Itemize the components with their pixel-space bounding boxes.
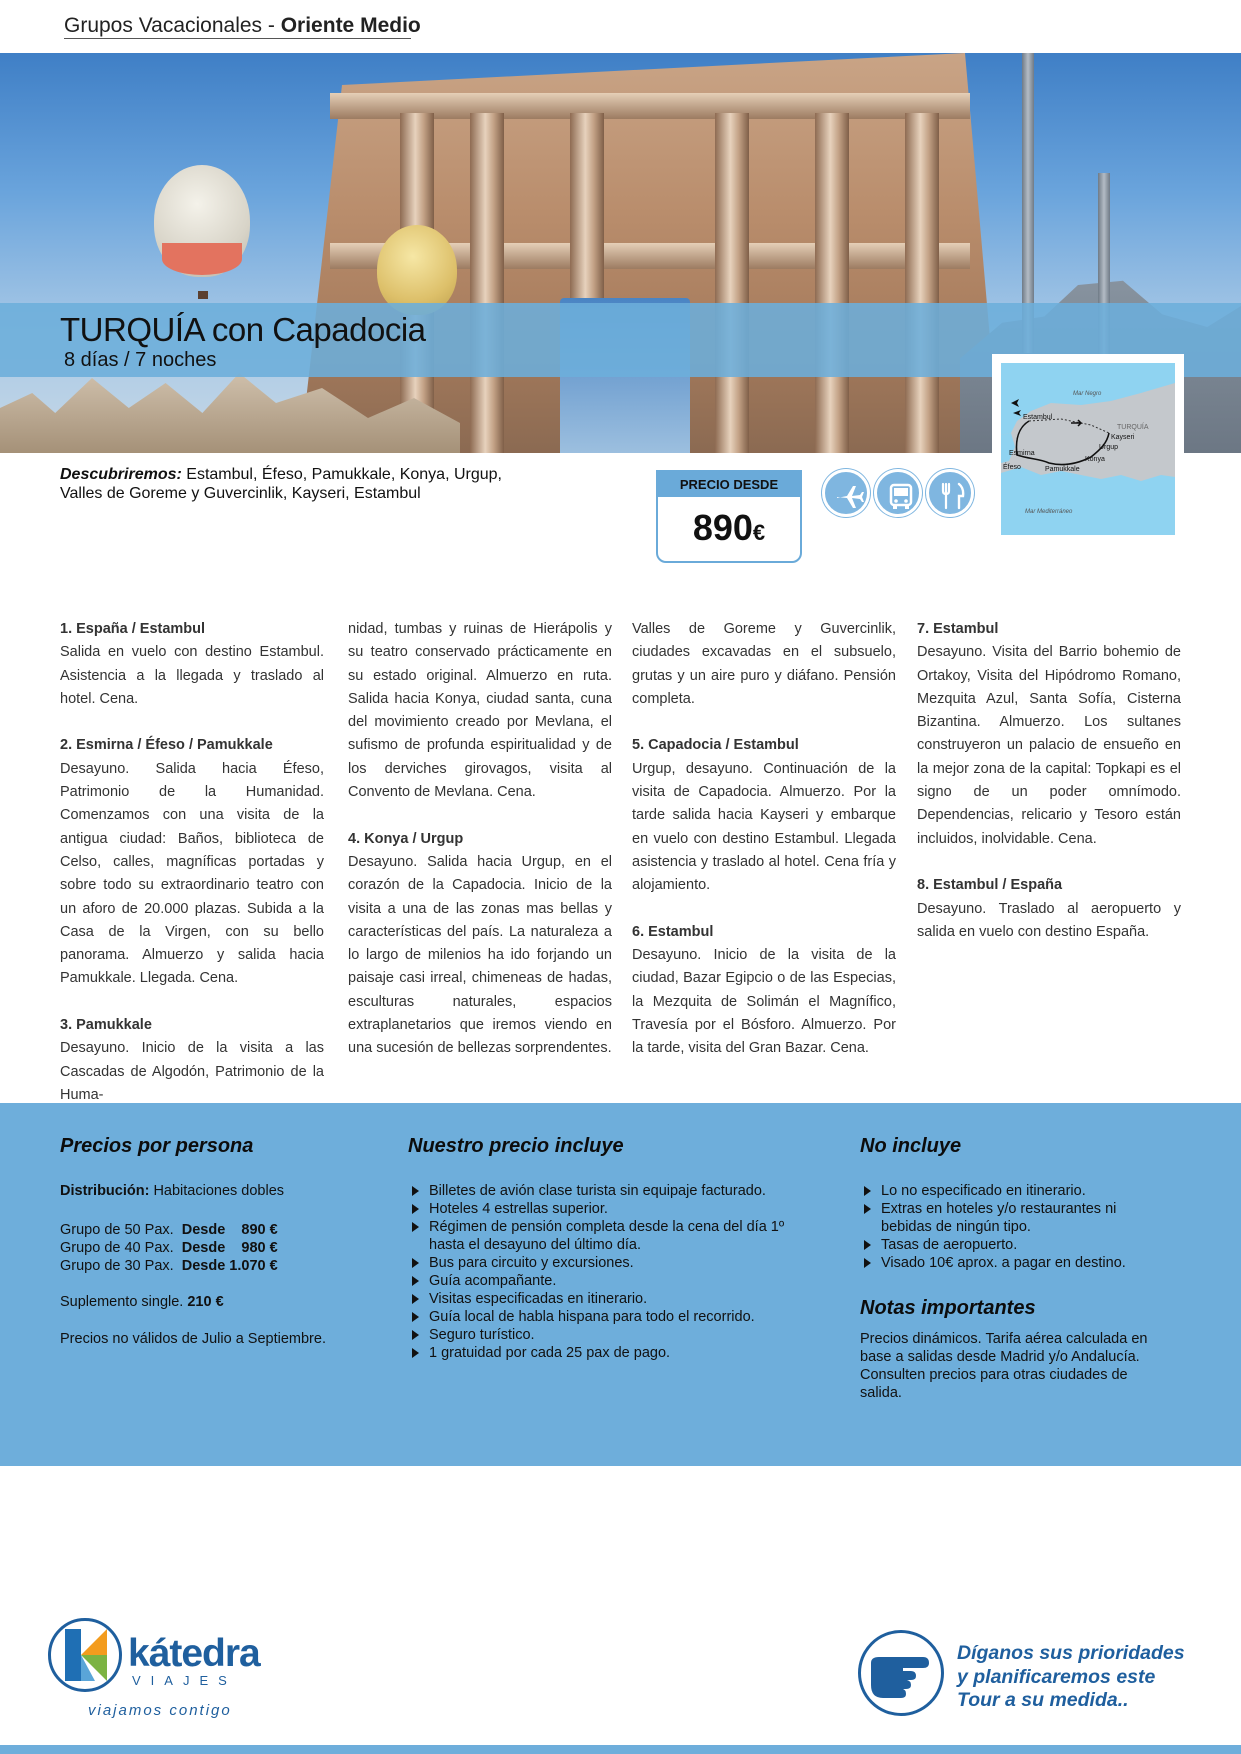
itinerary-day-title: 5. Capadocia / Estambul: [632, 737, 799, 754]
hero-column: [470, 113, 504, 453]
itinerary-day-title: 2. Esmirna / Éfeso / Pamukkale: [60, 737, 273, 754]
price-amount: 890: [692, 507, 753, 548]
group-desde: Desde: [181, 1222, 226, 1238]
itinerary-day-text: Urgup, desayuno. Continuación de la visita de Capadocia. Almuerzo. Por la tarde salida hacia Kayseri y embarque en vuelo con destino Estambul. Llegada asistencia y traslado al hotel. Cena fría y alojamiento.: [632, 760, 896, 894]
page-title: TURQUÍA con Capadocia: [60, 311, 426, 348]
group-label: Grupo de 30 Pax.: [60, 1258, 174, 1274]
itinerary-day-title: 8. Estambul / España: [917, 877, 1063, 894]
distribution-value: Habitaciones dobles: [149, 1183, 285, 1199]
hot-air-balloon-stripe: [162, 243, 242, 275]
single-supplement: [60, 1293, 390, 1311]
group-desde: Desde: [181, 1258, 226, 1274]
map-city-3: Esmirna: [1009, 450, 1035, 457]
hero-column: [715, 113, 749, 453]
list-item: Billetes de avión clase turista sin equipaje facturado.: [408, 1182, 798, 1200]
cta-line: Díganos sus prioridades: [957, 1642, 1185, 1664]
itinerary-day-text: Desayuno. Salida hacia Éfeso, Patrimonio de la Humanidad. Comenzamos con una visita de la antigua ciudad: Baños, biblioteca de Celso, calles, magníficas portadas y sobre todo su extraordinario teatro con un aforo de 20.000 plazas. Subida a la Casa de la Virgen, con su bello panorama. Almuerzo y salida hacia Pamukkale. Llegada. Cena.: [60, 760, 324, 987]
list-item: Seguro turístico.: [408, 1326, 798, 1344]
bottom-bar: [0, 1745, 1241, 1754]
group-label: Grupo de 50 Pax.: [60, 1222, 174, 1238]
excludes-list: [860, 1182, 1160, 1272]
itinerary-day-text: Desayuno. Inicio de la visita a las Cascadas de Algodón, Patrimonio de la Huma-: [60, 1040, 324, 1103]
price-value: [658, 497, 800, 564]
list-item: Tasas de aeropuerto.: [860, 1236, 1160, 1254]
prices-distribution: [60, 1182, 390, 1200]
hero-column: [905, 113, 939, 453]
meal-icon: [926, 469, 974, 517]
destinations-summary: [60, 465, 540, 503]
list-item: Régimen de pensión completa desde la cena del día 1º hasta el desayuno del último día.: [408, 1218, 798, 1254]
list-item: Visitas especificadas en itinerario.: [408, 1290, 798, 1308]
balloon-basket: [198, 291, 208, 299]
brand-logo-icon: [48, 1618, 122, 1692]
header-region: Oriente Medio: [280, 14, 421, 37]
itinerary-day-title: 7. Estambul: [917, 621, 999, 637]
itinerary-day-text: Valles de Goreme y Guvercinlik, ciudades excavadas en el subsuelo, grutas y un aire puro y diáfano. Pensión completa.: [632, 621, 896, 707]
list-item: Guía acompañante.: [408, 1272, 798, 1290]
notes-heading: Notas importantes: [860, 1297, 1036, 1319]
price-currency: €: [752, 520, 766, 545]
includes-heading: Nuestro precio incluye: [408, 1135, 624, 1157]
prices-note: Precios no válidos de Julio a Septiembre.: [60, 1331, 326, 1347]
list-item: Extras en hoteles y/o restaurantes ni bebidas de ningún tipo.: [860, 1200, 1160, 1236]
map-city-2: Urgup: [1099, 444, 1119, 451]
list-item: 1 gratuidad por cada 25 pax de pago.: [408, 1344, 798, 1362]
single-label: Suplemento single.: [60, 1294, 188, 1310]
map-city-0: Estambul: [1023, 414, 1053, 421]
destinations-label: Descubriremos:: [60, 466, 182, 483]
pointing-hand-icon: [858, 1630, 944, 1716]
list-item: Bus para circuito y excursiones.: [408, 1254, 798, 1272]
airplane-icon: [822, 469, 870, 517]
trip-duration: 8 días / 7 noches: [64, 349, 217, 371]
group-price: 890 €: [241, 1222, 278, 1238]
hero-column: [815, 113, 849, 453]
group-price: 1.070 €: [229, 1258, 278, 1274]
call-to-action: [957, 1642, 1185, 1713]
itinerary-day-text: Desayuno. Traslado al aeropuerto y salida en vuelo con destino España.: [917, 900, 1181, 940]
map-city-6: Pamukkale: [1045, 466, 1080, 473]
brand-subtitle: VIAJES: [132, 1673, 237, 1688]
price-label: PRECIO DESDE: [658, 472, 800, 497]
header-category: Grupos Vacacionales -: [64, 14, 281, 37]
map-label-sea-south: Mar Mediterráneo: [1025, 509, 1073, 515]
map-city-4: Konya: [1085, 456, 1105, 463]
itinerary-day-text: Salida en vuelo con destino Estambul. Asistencia a la llegada y traslado al hotel. Cena.: [60, 644, 324, 707]
price-box: [656, 470, 802, 563]
destinations-text: Estambul, Éfeso, Pamukkale, Konya, Urgup, Valles de Goreme y Guvercinlik, Kayseri, Estambul: [60, 466, 502, 502]
itinerary-day-title: 1. España / Estambul: [60, 621, 206, 637]
map-label-country: TURQUÍA: [1117, 424, 1149, 431]
section-header: [64, 14, 421, 38]
map-label-sea-north: Mar Negro: [1073, 391, 1102, 397]
itinerary-day-title: 3. Pamukkale: [60, 1017, 152, 1034]
distribution-label: Distribución:: [60, 1183, 150, 1199]
list-item: Guía local de habla hispana para todo el recorrido.: [408, 1308, 798, 1326]
itinerary-day-title: 4. Konya / Urgup: [348, 830, 464, 847]
route-map-inner: [1001, 363, 1175, 535]
price-row: [60, 1239, 390, 1257]
route-map-svg: [1001, 363, 1175, 535]
itinerary-column-2: [348, 618, 612, 1061]
itinerary-day-text: nidad, tumbas y ruinas de Hierápolis y su teatro conservado prácticamente en su estado original. Almuerzo en ruta. Salida hacia Konya, ciudad santa, cuna del movimiento creado por Mevlana, el sufismo de profunda espiritualidad y de los derviches girovagos, visita al Convento de Mevlana. Cena.: [348, 621, 612, 801]
group-label: Grupo de 40 Pax.: [60, 1240, 174, 1256]
list-item: Visado 10€ aprox. a pagar en destino.: [860, 1254, 1160, 1272]
single-value: 210 €: [187, 1294, 224, 1310]
itinerary-column-4: [917, 618, 1181, 944]
header-rule: [64, 38, 411, 39]
itinerary-column-3: [632, 618, 896, 1061]
brand-name: kátedra: [128, 1632, 260, 1675]
hot-air-balloon: [377, 225, 457, 315]
itinerary-day-text: Desayuno. Inicio de la visita de la ciudad, Bazar Egipcio o de las Especias, la Mezquita de Solimán el Magnífico, Travesía por el Bósforo. Almuerzo. Por la tarde, visita del Gran Bazar. Cena.: [632, 947, 896, 1057]
cta-line: y planificaremos este: [957, 1665, 1156, 1688]
route-map: [992, 354, 1184, 544]
includes-list: [408, 1182, 798, 1362]
list-item: Hoteles 4 estrellas superior.: [408, 1200, 798, 1218]
itinerary-day-text: Desayuno. Salida hacia Urgup, en el corazón de la Capadocia. Inicio de la visita a una de las zonas mas bellas y características del país. La naturaleza a lo largo de milenios ha ido forjando un paisaje casi irreal, chimeneas de hadas, esculturas naturales, espacios extraplanetarios que iremos viendo en una sucesión de bellezas sorprendentes.: [348, 853, 612, 1057]
notes-text: Precios dinámicos. Tarifa aérea calculada en base a salidas desde Madrid y/o Andalucía. Consulten precios para otras ciudades de salida.: [860, 1331, 1148, 1401]
price-row: [60, 1257, 390, 1275]
itinerary-day-title: 6. Estambul: [632, 923, 714, 940]
price-row: [60, 1221, 390, 1239]
group-price: 980 €: [241, 1240, 278, 1256]
group-desde: Desde: [181, 1240, 226, 1256]
itinerary-column-1: [60, 618, 324, 1107]
prices-group-list: [60, 1221, 390, 1275]
excludes-heading: No incluye: [860, 1135, 962, 1157]
bus-icon: [874, 469, 922, 517]
cta-line: Tour a su medida..: [957, 1689, 1129, 1711]
prices-heading: Precios por persona: [60, 1135, 254, 1157]
list-item: Lo no especificado en itinerario.: [860, 1182, 1160, 1200]
itinerary-day-text: Desayuno. Visita del Barrio bohemio de Ortakoy, Visita del Hipódromo Romano, Mezquita Azul, Santa Sofía, Cisterna Bizantina. Almuerzo. Los sultanes construyeron un palacio de ensueño en la mejor zona de la capital: Topkapi es el signo de un poder omnímodo. Dependencias, relicario y Tesoro están incluidos, inolvidable. Cena.: [917, 644, 1181, 847]
map-city-1: Kayseri: [1111, 434, 1135, 441]
brand-tagline: viajamos contigo: [88, 1702, 232, 1719]
map-city-5: Éfeso: [1003, 464, 1021, 471]
